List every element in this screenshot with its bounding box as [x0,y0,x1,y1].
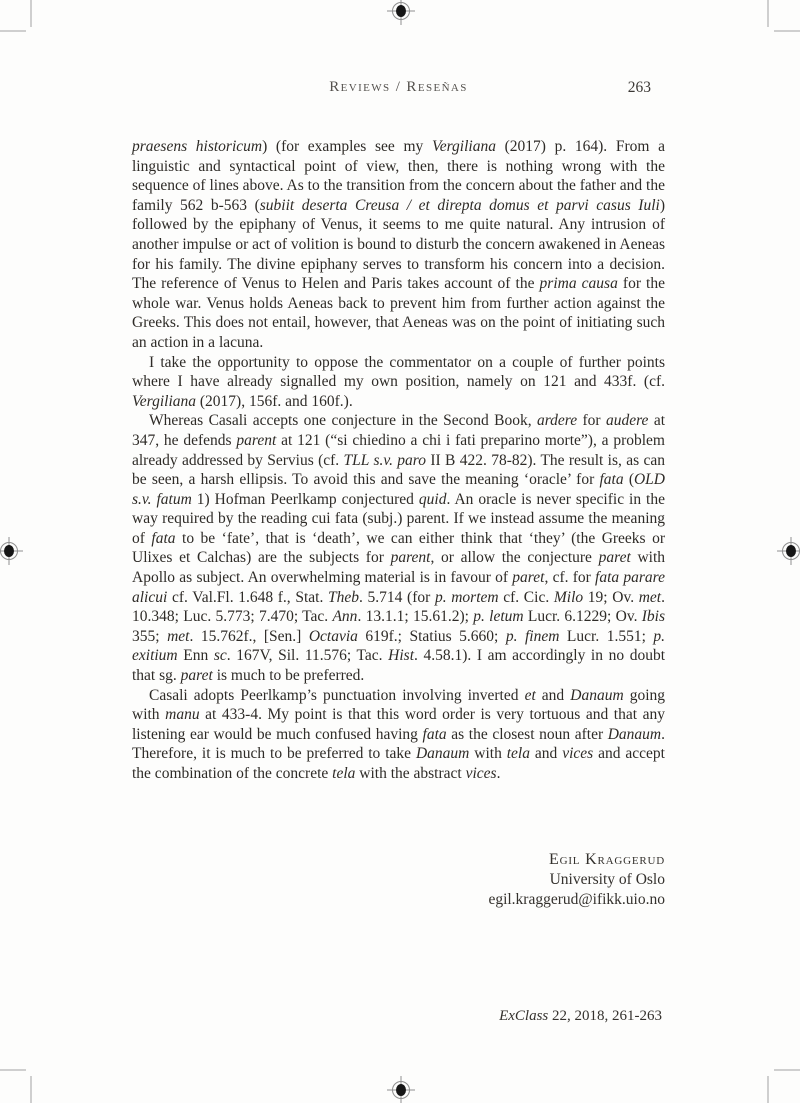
text-run: . 5.714 (for [358,588,435,606]
signature-affiliation: University of Oslo [549,871,665,888]
italic-text: met [638,588,662,606]
italic-text: p. exitium [132,627,665,665]
text-run: , cf. for [544,569,596,587]
text-run: as the closest noun after [446,725,608,743]
text-run: at 347, he defends [132,412,665,449]
italic-text: p. finem [505,627,560,645]
italic-text: Vergiliana [132,392,197,410]
text-run: for [577,412,606,430]
text-run: with Apollo as subject. An overwhelming material is in favour of [132,549,666,587]
italic-text: quid [418,490,447,508]
text-run: for the whole war. Venus holds Aeneas back to prevent him from further action against the Greeks. This does not entail, however, that Aeneas was on the point of initiating such an action in a lacuna. [132,275,665,351]
paragraph [132,411,665,685]
text-run: Casali adopts Peerlkamp’s punctuation involving inverted [149,686,525,704]
italic-text: ExClass [499,1008,549,1024]
text-run: 355; [132,627,168,645]
italic-text: p. letum [473,608,524,626]
italic-text: fata parare alicui [132,569,666,606]
italic-text: Octavia [308,627,358,645]
text-run: ( [623,471,634,489]
italic-text: et [524,686,536,704]
italic-text: parent [236,431,277,449]
italic-text: audere [605,412,649,430]
crop-mark [0,30,26,32]
text-run: and [529,745,563,763]
signature-email: egil.kraggerud@ifikk.uio.no [488,891,665,908]
text-run: and [535,686,571,704]
paragraph [132,686,665,784]
text-run: ) followed by the epiphany of Venus, it seems to me quite natural. Any intrusion of another impulse or act of volition is bound to disturb the concern awakened in Aeneas for his family. The divine epiphany serves to transform his concern into a decision. The reference of Venus to Helen and Paris takes account of the [132,196,665,293]
text-run: Lucr. 6.1229; Ov. [523,608,642,626]
italic-text: praesens historicum [132,138,263,155]
italic-text: Danaum [570,686,624,704]
crop-mark [30,1076,32,1103]
text-run: 619f.; Statius 5.660; [357,627,506,645]
registration-mark-icon [777,537,800,565]
italic-text: paret [512,569,545,587]
crop-mark [767,0,769,27]
italic-text: fata [151,529,176,547]
crop-mark [30,0,32,27]
text-run: . 4.58.1). I am accordingly in no doubt that sg. [132,647,666,685]
italic-text: p. mortem [434,588,499,606]
italic-text: vices [562,745,594,763]
text-run: . 10.348; Luc. 5.773; 7.470; Tac. [132,588,665,626]
review-body [132,137,665,784]
text-run: cf. Val.Fl. 1.648 f., Stat. [167,588,328,606]
text-run: is much to be preferred. [212,667,365,685]
italic-text: fata [599,471,624,489]
text-run: at 121 (“si chiedino a chi i fati preparino morte”), a problem already addressed by Servius (cf. [132,431,665,469]
italic-text: Vergiliana [431,138,496,155]
paragraph [132,353,665,412]
text-run: cf. Cic. [498,588,554,606]
italic-text: tela [506,745,530,763]
text-run: Whereas Casali accepts one conjecture in the Second Book, [149,412,537,430]
text-run: II B 422. 78-82). The result is, as can be seen, a harsh ellipsis. To avoid this and save the meaning ‘oracle’ for [132,451,665,489]
italic-text: sc [213,647,227,665]
italic-text: prima causa [539,275,618,293]
text-run: at 433-4. My point is that this word order is very tortuous and that any listening ear would be much confused having [132,706,666,743]
text-run: . [496,765,501,782]
italic-text: ardere [536,412,578,430]
registration-mark-icon [387,0,415,25]
signature-name: Egil Kraggerud [549,851,665,868]
italic-text: Ann [332,608,358,626]
italic-text: paret [180,667,213,685]
crop-mark [0,1069,26,1071]
italic-text: TLL s.v. paro [343,451,427,469]
italic-text: fata [422,725,447,743]
italic-text: vices [465,765,497,782]
italic-text: Theb [327,588,359,606]
italic-text: OLD s.v. fatum [132,471,665,508]
text-run: 19; Ov. [583,588,639,606]
italic-text: tela [332,765,356,782]
text-run: . 13.1.1; 15.61.2); [357,608,474,626]
text-run: going with [132,686,666,724]
text-run: Lucr. 1.551; [559,627,654,645]
text-run: . 15.762f., [Sen.] [189,627,309,645]
crop-mark [774,30,800,32]
italic-text: Hist [388,647,414,665]
crop-mark [767,1076,769,1103]
journal-footer [499,1008,662,1025]
italic-text: manu [165,706,200,724]
header-title: Reviews / Reseñas [329,79,468,95]
running-header [132,79,665,98]
italic-text: subiit deserta Creusa / et direpta domus et parvi casus Iuli [259,196,660,214]
text-run: and accept the combination of the concrete [132,745,665,782]
italic-text: parent [390,549,431,567]
italic-text: Milo [553,588,584,606]
text-run: Enn [177,647,214,665]
text-run: to be ‘fate’, that is ‘death’, we can either think that ‘they’ (the Greeks or Ulixes et Calchas) are the subjects for [132,529,665,567]
text-run: ) (for examples see my [262,138,432,155]
text-run: . An oracle is never specific in the way required by the reading cui fata (subj.) parent. If we instead assume the meaning of [132,490,665,547]
text-run: 1) Hofman Peerlkamp conjectured [191,490,419,508]
text-run: , or allow the conjecture [430,549,599,567]
text-run: . 167V, Sil. 11.576; Tac. [226,647,389,665]
italic-text: paret [598,549,631,567]
italic-text: met [167,627,190,645]
text-run: I take the opportunity to oppose the commentator on a couple of further points where I have already signalled my own position, namely on 121 and 433f. (cf. [132,353,665,391]
text-run: with [469,745,507,763]
text-run: (2017), 156f. and 160f.). [196,392,353,410]
text-run: (2017) p. 164). From a linguistic and syntactical point of view, then, there is nothing wrong with the sequence of lines above. As to the transition from the concern about the father and the family 562 b-563 ( [132,138,665,214]
paragraph [132,137,665,353]
text-run: 22, 2018, 261-263 [548,1008,662,1024]
italic-text: Ibis [641,608,666,626]
italic-text: Danaum [607,725,662,743]
text-run: . Therefore, it is much to be preferred to take [132,725,665,763]
italic-text: Danaum [415,745,470,763]
crop-mark [774,1069,800,1071]
text-run: with the abstract [355,765,466,782]
page-number: 263 [627,79,651,96]
registration-mark-icon [0,537,23,565]
signature-block [488,850,665,910]
registration-mark-icon [387,1076,415,1103]
